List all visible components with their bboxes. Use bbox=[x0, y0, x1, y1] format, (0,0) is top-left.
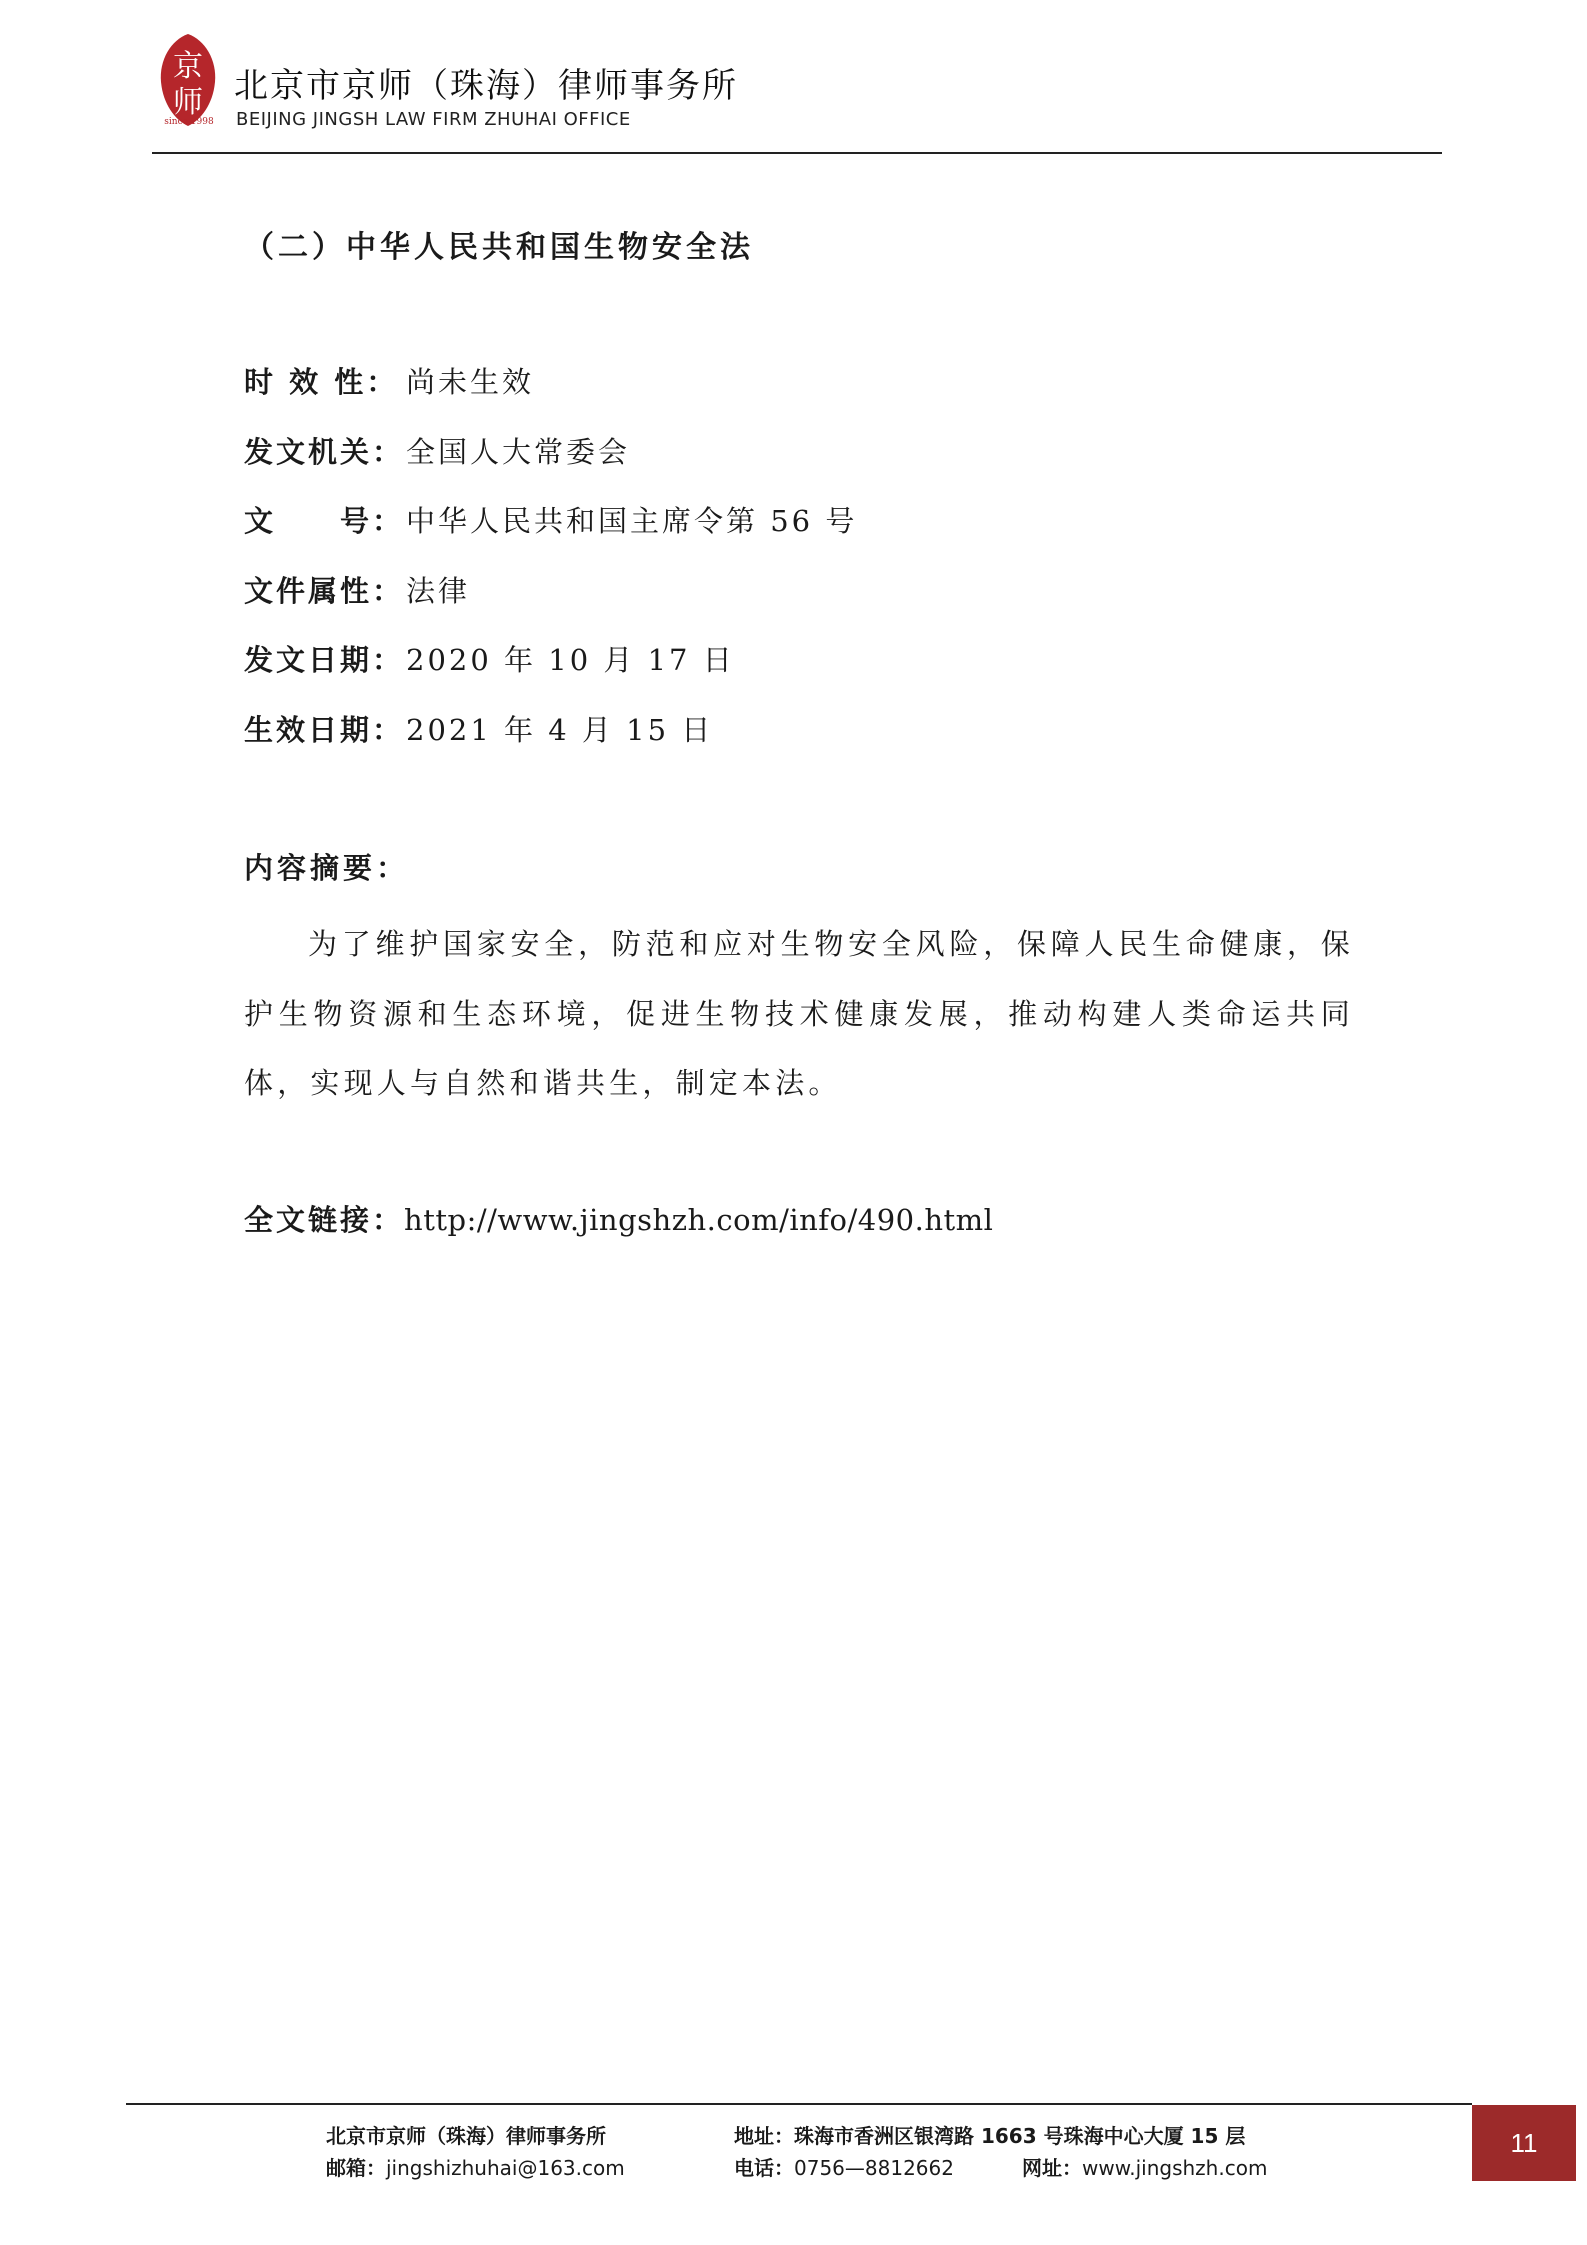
footer-email-label: 邮箱： bbox=[326, 2156, 386, 2180]
meta-value: 中华人民共和国主席令第 56 号 bbox=[406, 504, 858, 538]
footer-email-line bbox=[326, 2152, 625, 2184]
meta-value: 2021 年 4 月 15 日 bbox=[406, 712, 714, 747]
footer-divider bbox=[126, 2103, 1472, 2105]
firm-name-cn: 北京市京师（珠海）律师事务所 bbox=[234, 66, 738, 106]
footer-address-line bbox=[734, 2120, 1245, 2152]
meta-label: 生效日期： bbox=[244, 712, 405, 747]
full-text-url[interactable]: http://www.jingshzh.com/info/490.html bbox=[404, 1203, 994, 1237]
abstract-text: 为了维护国家安全，防范和应对生物安全风险，保障人民生命健康，保护生物资源和生态环境，促进生物技术健康发展，推动构建人类命运共同体，实现人与自然和谐共生，制定本法。 bbox=[244, 927, 1354, 1100]
meta-label: 发文机关： bbox=[244, 434, 405, 469]
meta-row-issue-date bbox=[244, 638, 1374, 708]
footer-firm-name: 北京市京师（珠海）律师事务所 bbox=[326, 2124, 606, 2148]
meta-row-issuer bbox=[244, 430, 1374, 500]
meta-value: 全国人大常委会 bbox=[406, 434, 631, 469]
footer-address-label: 地址： bbox=[734, 2124, 794, 2148]
footer-phone: 0756—8812662 bbox=[794, 2156, 954, 2180]
footer-web[interactable]: www.jingshzh.com bbox=[1082, 2156, 1268, 2180]
footer-contact-left bbox=[326, 2120, 625, 2184]
firm-logo bbox=[153, 30, 223, 130]
page-number: 11 bbox=[1510, 2127, 1538, 2158]
meta-label: 时 效 性： bbox=[244, 365, 399, 399]
meta-row-doc-number bbox=[244, 499, 1374, 569]
firm-name-en: BEIJING JINGSH LAW FIRM ZHUHAI OFFICE bbox=[236, 109, 631, 130]
svg-text:京: 京 bbox=[173, 49, 203, 84]
meta-label: 文件属性： bbox=[244, 573, 405, 608]
meta-value: 尚未生效 bbox=[406, 365, 535, 399]
full-text-link-row bbox=[244, 1198, 993, 1239]
page-number-badge bbox=[1472, 2105, 1576, 2181]
meta-row-doc-type bbox=[244, 569, 1374, 639]
meta-label: 发文日期： bbox=[244, 643, 405, 677]
header-divider bbox=[152, 152, 1442, 154]
section-title: （二）中华人民共和国生物安全法 bbox=[244, 230, 754, 265]
meta-row-validity bbox=[244, 360, 1374, 430]
footer-web-label: 网址： bbox=[1022, 2156, 1082, 2180]
document-metadata bbox=[244, 360, 1374, 777]
logo-since-text: since 1998 bbox=[164, 117, 214, 127]
footer-web-line bbox=[1022, 2152, 1267, 2184]
footer-phone-label: 电话： bbox=[734, 2156, 794, 2180]
meta-value: 法律 bbox=[406, 573, 471, 608]
meta-label: 文 号： bbox=[244, 504, 405, 538]
footer-email[interactable]: jingshizhuhai@163.com bbox=[386, 2156, 625, 2180]
meta-row-effective-date bbox=[244, 708, 1374, 778]
svg-text:师: 师 bbox=[173, 85, 203, 120]
footer-address: 珠海市香洲区银湾路 1663 号珠海中心大厦 15 层 bbox=[794, 2124, 1246, 2148]
full-text-label: 全文链接： bbox=[244, 1203, 405, 1237]
meta-value: 2020 年 10 月 17 日 bbox=[406, 643, 735, 677]
abstract-label: 内容摘要： bbox=[244, 851, 410, 885]
